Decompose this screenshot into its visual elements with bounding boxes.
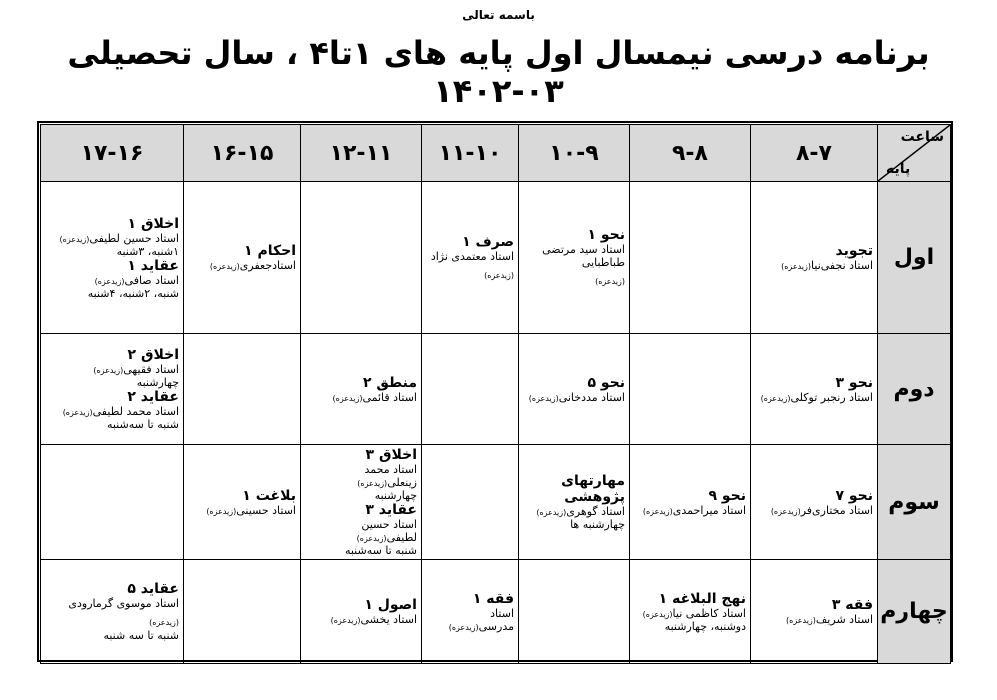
schedule-cell [301, 334, 422, 445]
schedule-cell [751, 334, 878, 445]
teacher-line [755, 504, 873, 517]
honorific: (زیدعزه) [484, 270, 514, 280]
class-days: چهارشنبه ها [570, 518, 625, 531]
schedule-cell [422, 334, 519, 445]
honorific: (زیدعزه) [595, 277, 625, 286]
schedule-cell [184, 182, 301, 334]
course-name: عقاید ۱ [127, 257, 179, 274]
honorific: (زیدعزه) [642, 506, 673, 516]
level-label: سوم [878, 445, 951, 560]
class-days: شنبه تا سه‌شنبه [106, 418, 179, 431]
corner-cell [878, 125, 951, 182]
teacher-line [305, 613, 417, 626]
schedule-table [40, 124, 951, 664]
honorific: (زیدعزه) [149, 618, 179, 627]
table-row [41, 445, 951, 560]
hour-col-6: ۱۶-۱۵ [184, 125, 301, 182]
teacher-line [45, 274, 179, 287]
schedule-cell [184, 445, 301, 560]
teacher-line [45, 232, 179, 245]
schedule-cell [184, 560, 301, 664]
schedule-cell [422, 182, 519, 334]
schedule-cell [301, 445, 422, 560]
course-name: منطق ۲ [362, 374, 417, 391]
schedule-cell [751, 182, 878, 334]
teacher-name: استاد میراحمدی [672, 503, 746, 517]
honorific: (زیدعزه) [760, 393, 791, 403]
course-name: فقه ۱ [472, 590, 514, 607]
course-name: عقاید ۵ [127, 581, 179, 597]
teacher-line [755, 613, 873, 626]
teacher-name: استاد نجفی‌نیا [811, 259, 873, 272]
course-name: نحو ۵ [587, 374, 625, 391]
schedule-cell [519, 182, 630, 334]
teacher-line [523, 505, 625, 518]
course-name: مهارتهای پژوهشی [561, 473, 625, 505]
course-name: اخلاق ۲ [127, 347, 179, 363]
schedule-cell [41, 445, 184, 560]
teacher-name: استاد گوهری [566, 505, 625, 518]
teacher-line [188, 259, 296, 272]
honorific: (زیدعزه) [94, 276, 125, 286]
honorific: (زیدعزه) [206, 506, 237, 516]
teacher-line [634, 504, 746, 517]
hour-col-2: ۹-۸ [630, 125, 751, 182]
teacher-line [634, 607, 746, 620]
teacher-line [45, 405, 179, 418]
header-row [41, 125, 951, 182]
course-name: نحو ۷ [835, 487, 873, 504]
class-days: چهارشنبه [374, 489, 417, 502]
honorific: (زیدعزه) [781, 262, 812, 271]
class-days: شنبه تا سه شنبه [103, 629, 179, 642]
teacher-name: استاد فقیهی [123, 363, 179, 376]
teacher-line [523, 391, 625, 404]
honorific: (زیدعزه) [528, 393, 559, 403]
teacher-name: استاد سید مرتضی طباطبایی [542, 243, 625, 269]
schedule-cell [751, 445, 878, 560]
table-row [41, 182, 951, 334]
schedule-cell [630, 560, 751, 664]
teacher-name: استاد صافی [124, 273, 179, 287]
course-name: نحو ۹ [708, 487, 746, 504]
schedule-cell [301, 182, 422, 334]
teacher-name: استاد یخشی [360, 613, 417, 626]
schedule-cell [519, 560, 630, 664]
course-name: نحو ۱ [587, 227, 625, 243]
course-name: اصول ۱ [364, 597, 417, 613]
teacher-name: استاد محمد لطیفی [92, 405, 179, 418]
teacher-line [755, 259, 873, 272]
course-name: احکام ۱ [244, 243, 296, 259]
teacher-line [45, 363, 179, 376]
class-days: شنبه تا سه‌شنبه [344, 544, 417, 557]
honorific: (زیدعزه) [448, 622, 479, 632]
teacher-name: استادجعفری [239, 259, 296, 272]
schedule-cell [751, 560, 878, 664]
honorific: (زیدعزه) [93, 366, 124, 375]
honorific: (زیدعزه) [786, 616, 816, 625]
course-name: نحو ۳ [835, 374, 873, 391]
honorific: (زیدعزه) [59, 234, 90, 244]
table-row [41, 560, 951, 664]
hour-col-5: ۱۲-۱۱ [301, 125, 422, 182]
course-name: اخلاق ۱ [127, 215, 179, 232]
level-header: پایه [886, 161, 911, 177]
teacher-line [305, 463, 417, 489]
course-name: فقه ۳ [831, 597, 873, 613]
hour-col-7: ۱۷-۱۶ [41, 125, 184, 182]
class-days: ۱شنبه، ۳شنبه [116, 244, 179, 258]
honorific: (زیدعزه) [62, 408, 93, 417]
hour-header: ساعت [900, 129, 944, 145]
honorific: (زیدعزه) [770, 506, 801, 516]
level-label: اول [878, 182, 951, 334]
level-label: دوم [878, 334, 951, 445]
teacher-name: استاد مددخانی [558, 390, 625, 404]
schedule-cell [630, 334, 751, 445]
table-row [41, 334, 951, 445]
schedule-cell [630, 445, 751, 560]
honorific: (زیدعزه) [642, 609, 673, 619]
honorific: (زیدعزه) [332, 393, 363, 403]
schedule-cell [184, 334, 301, 445]
teacher-name: استاد رنجبر توکلی [790, 390, 873, 404]
teacher-name: استاد حسینی [236, 503, 296, 517]
honorific: (زیدعزه) [536, 508, 567, 517]
course-name: صرف ۱ [462, 233, 514, 250]
course-name: اخلاق ۳ [365, 447, 417, 463]
honorific: (زیدعزه) [356, 534, 387, 543]
schedule-cell [422, 560, 519, 664]
course-name: بلاغت ۱ [242, 487, 296, 504]
class-days: شنبه، ۲شنبه، ۴شنبه [87, 286, 179, 300]
course-name: عقاید ۳ [365, 502, 417, 518]
hour-col-4: ۱۱-۱۰ [422, 125, 519, 182]
schedule-cell [301, 560, 422, 664]
page-title: برنامه درسی نیمسال اول پایه های ۱تا۴ ، سال تحصیلی ۰۳-۱۴۰۲ [67, 34, 930, 110]
schedule-cell [41, 334, 184, 445]
teacher-name: استاد مدرسی [478, 606, 514, 633]
teacher-name: استاد قائمی [362, 390, 417, 404]
teacher-line [305, 518, 417, 544]
level-label: چهارم [878, 560, 951, 664]
bismillah-heading: باسمه تعالی [462, 8, 535, 22]
teacher-line [305, 391, 417, 404]
honorific: (زیدعزه) [330, 616, 361, 625]
teacher-name: استاد موسوی گرمارودی [68, 597, 179, 610]
honorific: (زیدعزه) [209, 262, 240, 271]
teacher-name: استاد مختاری‌فر [800, 503, 873, 517]
course-name: نهج البلاغه ۱ [658, 590, 746, 607]
teacher-name: استاد معتمدی نژاد [430, 249, 514, 263]
hour-col-3: ۱۰-۹ [519, 125, 630, 182]
teacher-name: استاد کاظمی نیا [672, 606, 746, 620]
teacher-line [188, 504, 296, 517]
course-name: تجوید [835, 243, 873, 259]
teacher-name: استاد محمد زینعلی [364, 463, 417, 489]
schedule-cell [41, 560, 184, 664]
schedule-cell [41, 182, 184, 334]
teacher-line [755, 391, 873, 404]
honorific: (زیدعزه) [357, 479, 388, 488]
teacher-name: استاد حسین لطیفی [89, 231, 179, 245]
class-days: دوشنبه، چهارشنبه [664, 619, 746, 633]
schedule-cell [519, 445, 630, 560]
hour-col-1: ۸-۷ [751, 125, 878, 182]
schedule-cell [519, 334, 630, 445]
teacher-line [426, 607, 514, 633]
schedule-cell [630, 182, 751, 334]
teacher-name: استاد حسین لطیفی [361, 518, 417, 544]
schedule-cell [422, 445, 519, 560]
course-name: عقاید ۲ [127, 389, 179, 405]
teacher-name: استاد شریف [815, 613, 873, 626]
class-days: چهارشنبه [136, 376, 179, 389]
